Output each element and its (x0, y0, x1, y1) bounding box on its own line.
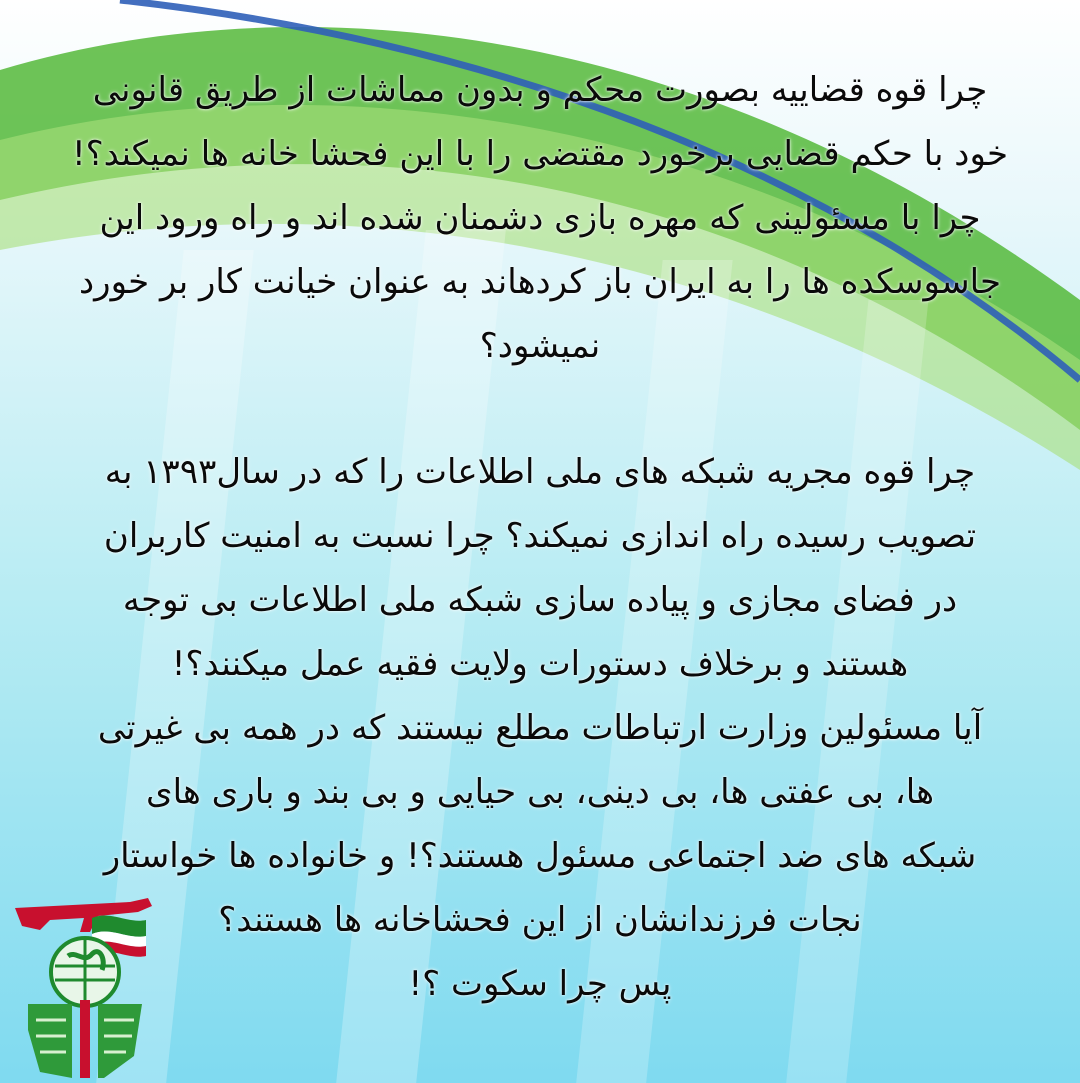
text-line: تصویب رسیده راه اندازی نمیکند؟ چرا نسبت به امنیت کاربران (103, 516, 977, 556)
text-line: نمیشود؟ (479, 326, 601, 366)
text-line: چرا با مسئولینی که مهره بازی دشمنان شده اند و راه ورود این (99, 198, 981, 238)
paragraph-1 (30, 58, 1050, 378)
text-line: نجات فرزندانشان از این فحشاخانه ها هستند؟ (218, 900, 862, 940)
text-line: شبکه های ضد اجتماعی مسئول هستند؟! و خانواده ها خواستار (103, 836, 977, 876)
text-line: در فضای مجازی و پیاده سازی شبکه ملی اطلاعات بی توجه (122, 580, 958, 620)
text-line: پس چرا سکوت ؟! (408, 964, 672, 1004)
text-line: جاسوسکده ها را به ایران باز کردهاند به عنوان خیانت کار بر خورد (79, 262, 1001, 302)
text-line: چرا قوه قضاییه بصورت محکم و بدون مماشات از طریق قانونی (92, 70, 988, 110)
text-line: چرا قوه مجریه شبکه های ملی اطلاعات را که در سال۱۳۹۳ به (104, 452, 976, 492)
text-line: هستند و برخلاف دستورات ولایت فقیه عمل میکنند؟! (171, 644, 909, 684)
text-line: خود با حکم قضایی برخورد مقتضی را با این فحشا خانه ها نمیکند؟! (71, 134, 1009, 174)
text-line: آیا مسئولین وزارت ارتباطات مطلع نیستند که در همه بی غیرتی (97, 708, 983, 748)
paragraph-2 (30, 440, 1050, 1016)
text-line: ها، بی عفتی ها، بی دینی، بی حیایی و بی بند و باری های (145, 772, 935, 812)
basij-emblem-icon (10, 880, 160, 1080)
